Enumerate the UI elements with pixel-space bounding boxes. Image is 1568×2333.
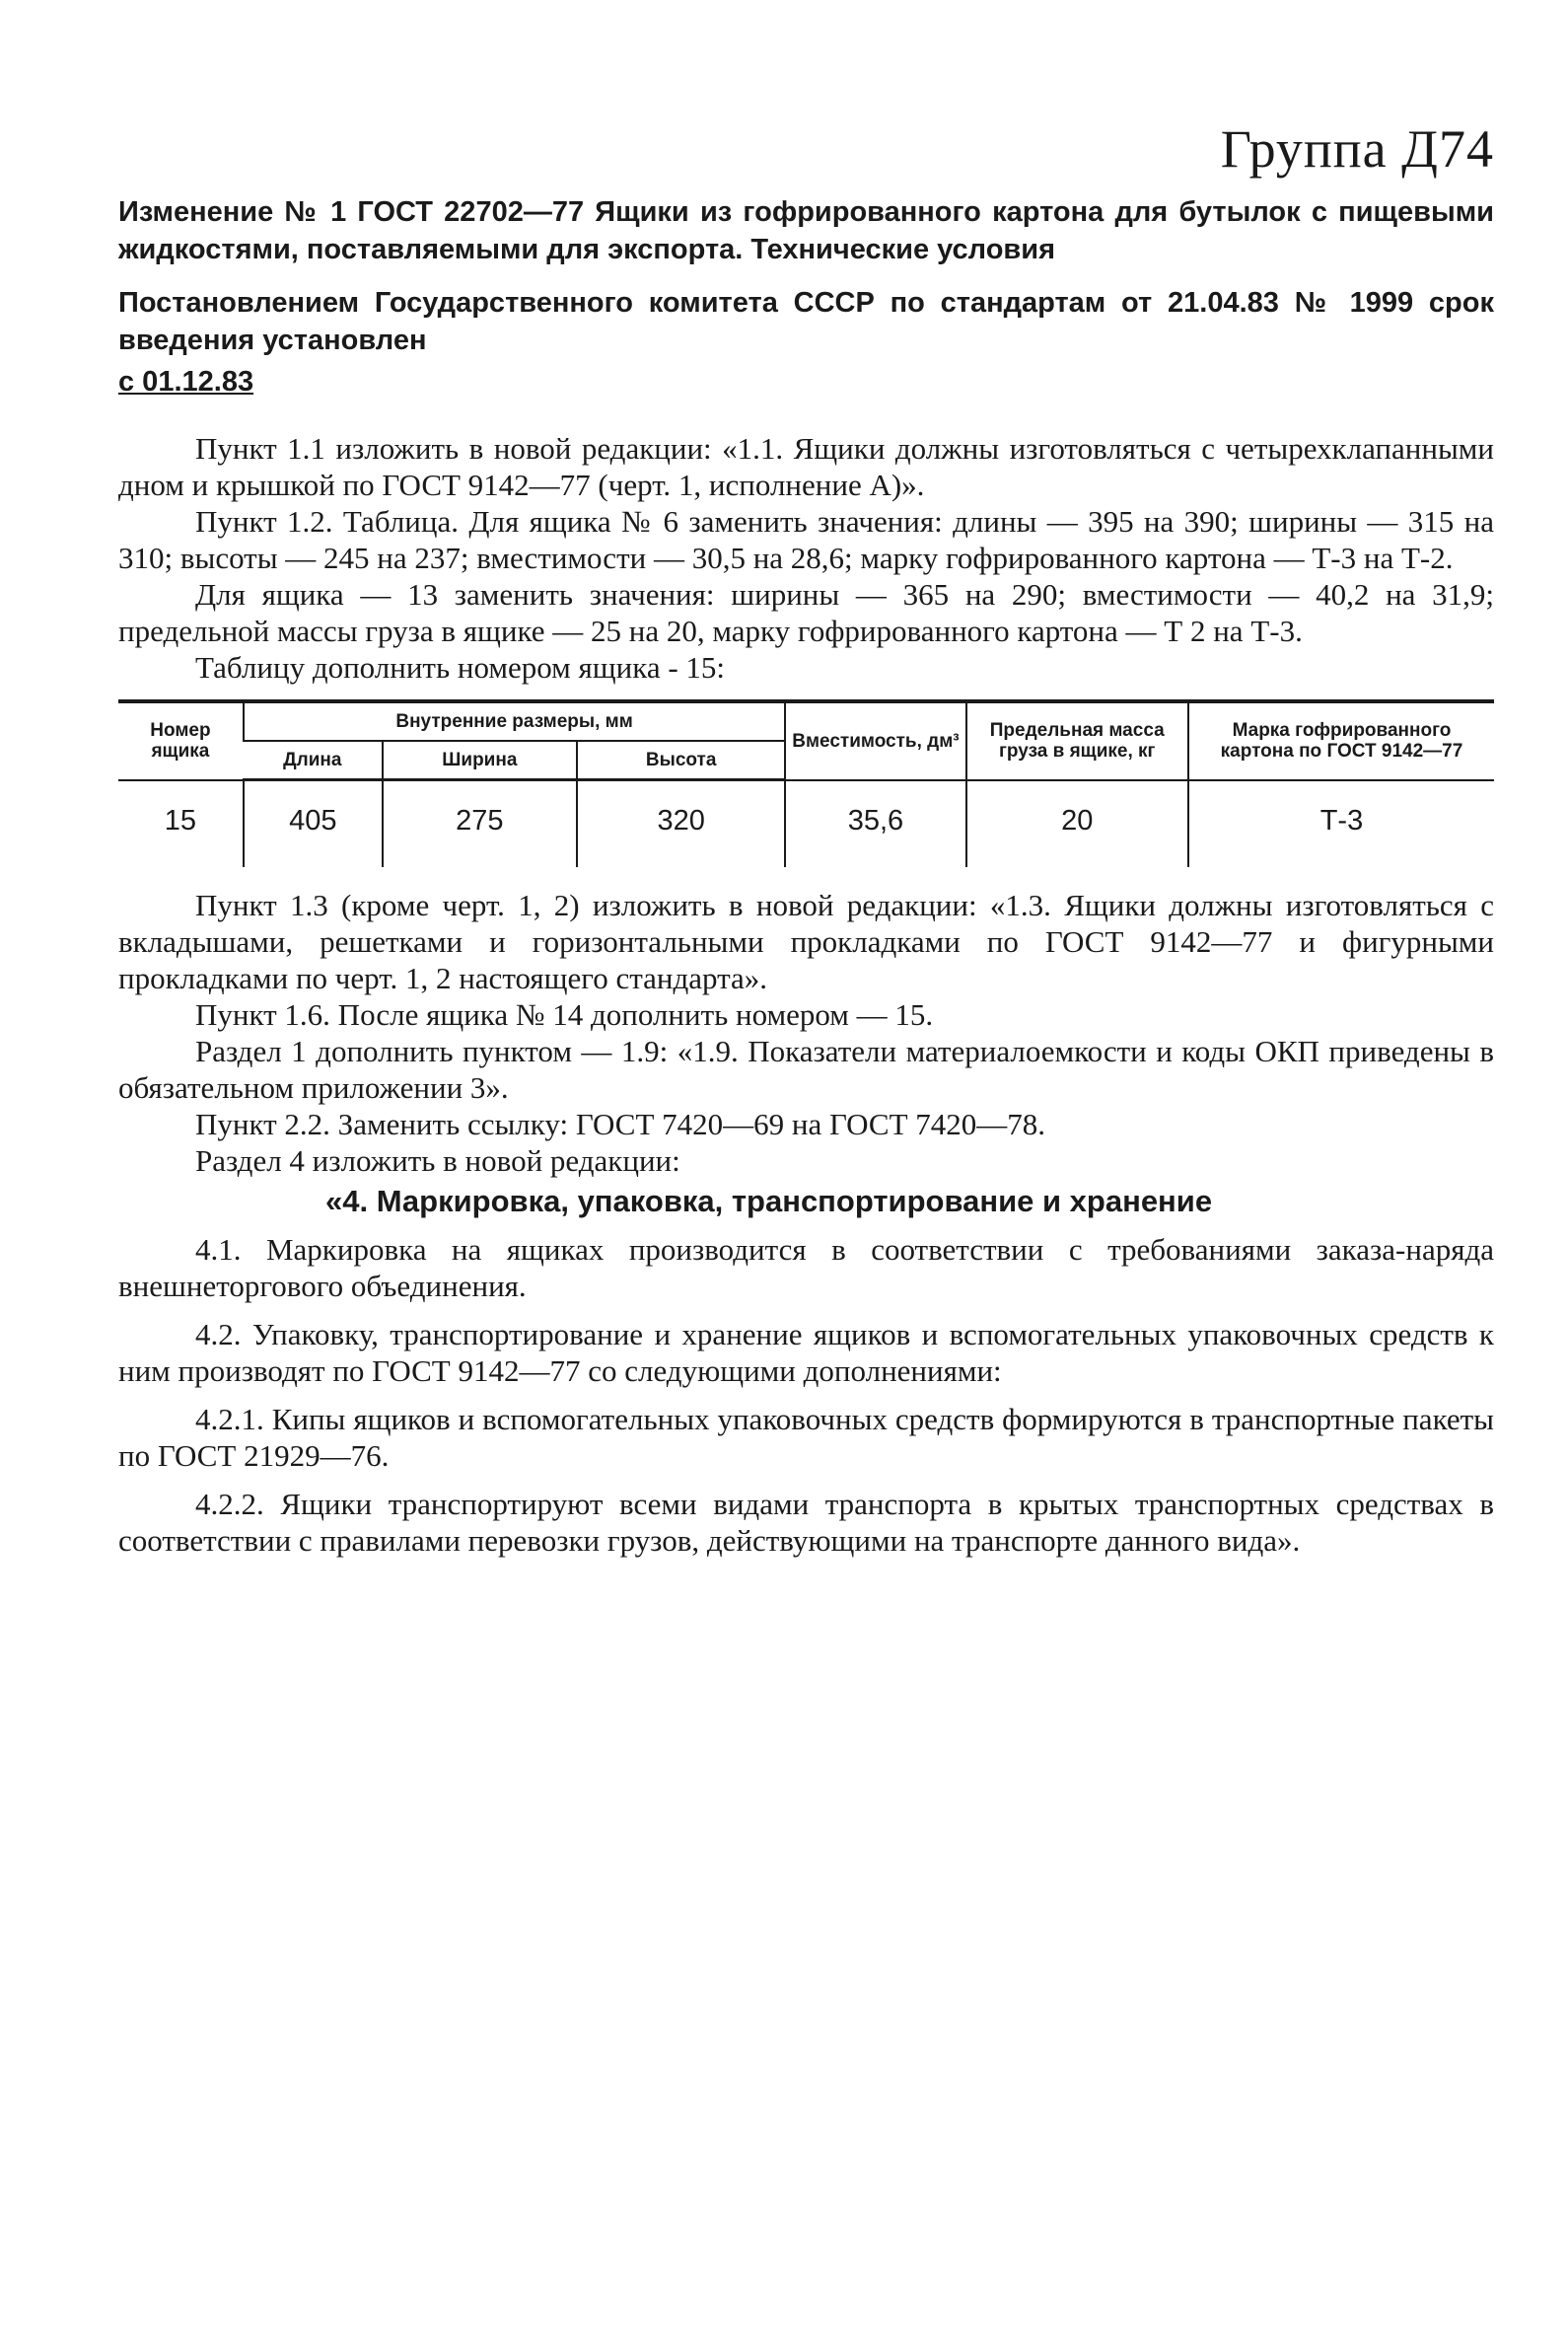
group-label: Группа Д74 [1220,119,1494,179]
paragraph: Таблицу дополнить номером ящика - 15: [195,650,726,685]
document-body [118,430,1494,1559]
decree-line: Постановлением Государственного комитета СССР по стандартам от 21.04.83 № 1999 срок введения установлен [118,287,1494,356]
amendment-title: Изменение № 1 ГОСТ 22702—77 Ящики из гофрированного картона для бутылок с пищевыми жидкостями, поставляемыми для экспорта. Технические условия [118,196,1494,265]
paragraph: Пункт 1.3 (кроме черт. 1, 2) изложить в новой редакции: «1.3. Ящики должны изготовляться с вкладышами, решетками и горизонтальными прокладками по ГОСТ 9142—77 и фигурными прокладками по черт. 1, 2 настоящего стандарта». [118,888,1494,995]
paragraph: Раздел 4 изложить в новой редакции: [195,1143,680,1178]
paragraph: Пункт 1.2. Таблица. Для ящика № 6 заменить значения: длины — 395 на 390; ширины — 315 на 310; высоты — 245 на 237; вместимости — 30,5 на 28,6; марку гофрированного картона — Т-3 на Т-2. [118,504,1494,575]
table-row [118,780,1494,868]
cell-height: 320 [577,780,785,868]
col-length: Длина [244,741,383,780]
paragraph: 4.2.1. Кипы ящиков и вспомогательных упаковочных средств формируются в транспортные пакеты по ГОСТ 21929—76. [118,1402,1494,1473]
effective-date: с 01.12.83 [118,366,254,398]
paragraph: 4.2. Упаковку, транспортирование и хранение ящиков и вспомогательных упаковочных средств к ним производят по ГОСТ 9142—77 со следующими дополнениями: [118,1317,1494,1388]
paragraph: Пункт 1.1 изложить в новой редакции: «1.1. Ящики должны изготовляться с четырехклапанными дном и крышкой по ГОСТ 9142—77 (черт. 1, исполнение А)». [118,431,1494,502]
col-capacity: Вместимость, дм³ [785,701,965,780]
cell-number: 15 [164,804,197,837]
col-max-mass: Предельная масса груза в ящике, кг [966,701,1188,780]
document-header [118,193,1494,401]
cell-length: 405 [244,780,383,868]
paragraph: Пункт 1.6. После ящика № 14 дополнить номером — 15. [195,997,934,1032]
cell-grade: Т-3 [1188,780,1494,868]
col-inner-dims: Внутренние размеры, мм [244,701,786,741]
col-grade: Марка гофрированного картона по ГОСТ 9142—77 [1188,701,1494,780]
cell-width: 275 [383,780,577,868]
box-dimensions-table [118,699,1494,867]
col-height: Высота [577,741,785,780]
col-width: Ширина [383,741,577,780]
paragraph: Пункт 2.2. Заменить ссылку: ГОСТ 7420—69 на ГОСТ 7420—78. [195,1107,1046,1141]
document-page [118,118,1494,1559]
section-heading: «4. Маркировка, упаковка, транспортирование и хранение [325,1184,1213,1218]
paragraph: 4.1. Маркировка на ящиках производится в соответствии с требованиями заказа-наряда внешнеторгового объединения. [118,1232,1494,1303]
paragraph: Для ящика — 13 заменить значения: ширины — 365 на 290; вместимости — 40,2 на 31,9; предельной массы груза в ящике — 25 на 20, марку гофрированного картона — Т 2 на Т-3. [118,577,1494,648]
cell-max-mass: 20 [966,780,1188,868]
paragraph: 4.2.2. Ящики транспортируют всеми видами транспорта в крытых транспортных средствах в соответствии с правилами перевозки грузов, действующими на транспорте данного вида». [118,1487,1494,1558]
col-number: Номер ящика [118,701,244,780]
cell-capacity: 35,6 [785,780,965,868]
paragraph: Раздел 1 дополнить пунктом — 1.9: «1.9. Показатели материалоемкости и коды ОКП приведены в обязательном приложении 3». [118,1034,1494,1105]
